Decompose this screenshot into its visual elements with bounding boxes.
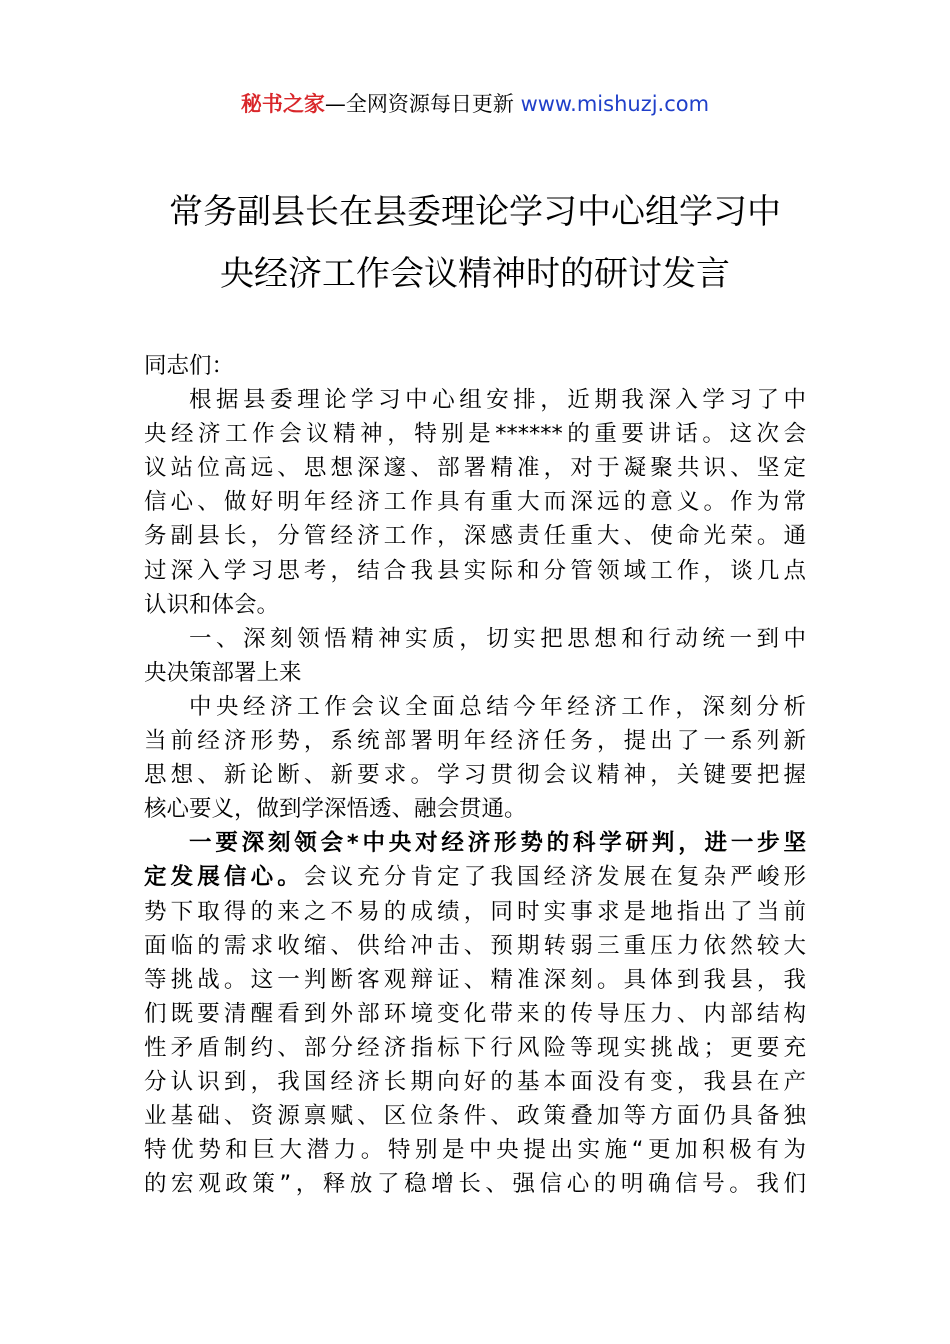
site-tagline: —全网资源每日更新 [324,92,521,116]
paragraph-line: 等挑战。这一判断客观辩证、精准深刻。具体到我县，我 [144,966,806,993]
paragraph-line: 议站位高远、思想深邃、部署精准，对于凝聚共识、坚定 [144,455,806,482]
paragraph-line: 根据县委理论学习中心组安排，近期我深入学习了中 [189,387,806,414]
paragraph-line: 特优势和巨大潜力。特别是中央提出实施“更加积极有为 [144,1137,806,1164]
site-brand: 秘书之家 [240,92,325,116]
title-line: 央经济工作会议精神时的研讨发言 [220,254,730,294]
paragraph-line [144,860,806,894]
salutation: 同志们： [144,353,235,379]
document-title [100,181,850,305]
paragraph-line: 面临的需求收缩、供给冲击、预期转弱三重压力依然较大 [144,932,806,959]
paragraph-line: 务副县长，分管经济工作，深感责任重大、使命光荣。通 [144,523,806,550]
paragraph-line: 性矛盾制约、部分经济指标下行风险等现实挑战；更要充 [144,1034,806,1061]
section-heading-line: 央决策部署上来 [144,659,302,686]
bold-lead-end: 定发展信心。 [144,864,304,891]
paragraph-text: 会议充分肯定了我国经济发展在复杂严峻形 [303,864,806,891]
paragraph-line: 势下取得的来之不易的成绩，同时实事求是地指出了当前 [144,898,806,925]
site-url-link[interactable]: www.mishuzj.com [520,92,710,116]
paragraph-line: 核心要义，做到学深悟透、融会贯通。 [144,796,527,823]
document-body [144,349,806,1201]
paragraph-line: 们既要清醒看到外部环境变化带来的传导压力、内部结构 [144,1000,806,1027]
paragraph-line: 思想、新论断、新要求。学习贯彻会议精神，关键要把握 [144,762,806,789]
paragraph-line: 当前经济形势，系统部署明年经济任务，提出了一系列新 [144,728,806,755]
paragraph-line: 过深入学习思考，结合我县实际和分管领域工作，谈几点 [144,557,806,584]
site-header [0,86,950,122]
title-line: 常务副县长在县委理论学习中心组学习中 [169,192,781,232]
paragraph-line: 信心、做好明年经济工作具有重大而深远的意义。作为常 [144,489,806,516]
section-heading-line: 一、深刻领悟精神实质，切实把思想和行动统一到中 [189,625,806,652]
paragraph-line: 中央经济工作会议全面总结今年经济工作，深刻分析 [189,693,806,720]
bold-lead-line: 一要深刻领会*中央对经济形势的科学研判，进一步坚 [189,830,806,857]
paragraph-line: 认识和体会。 [144,591,280,618]
paragraph-line: 分认识到，我国经济长期向好的基本面没有变，我县在产 [144,1068,806,1095]
paragraph-line: 的宏观政策”，释放了稳增长、强信心的明确信号。我们 [144,1171,806,1198]
paragraph-line: 业基础、资源禀赋、区位条件、政策叠加等方面仍具备独 [144,1103,806,1130]
paragraph-line: 央经济工作会议精神，特别是******的重要讲话。这次会 [144,421,806,448]
